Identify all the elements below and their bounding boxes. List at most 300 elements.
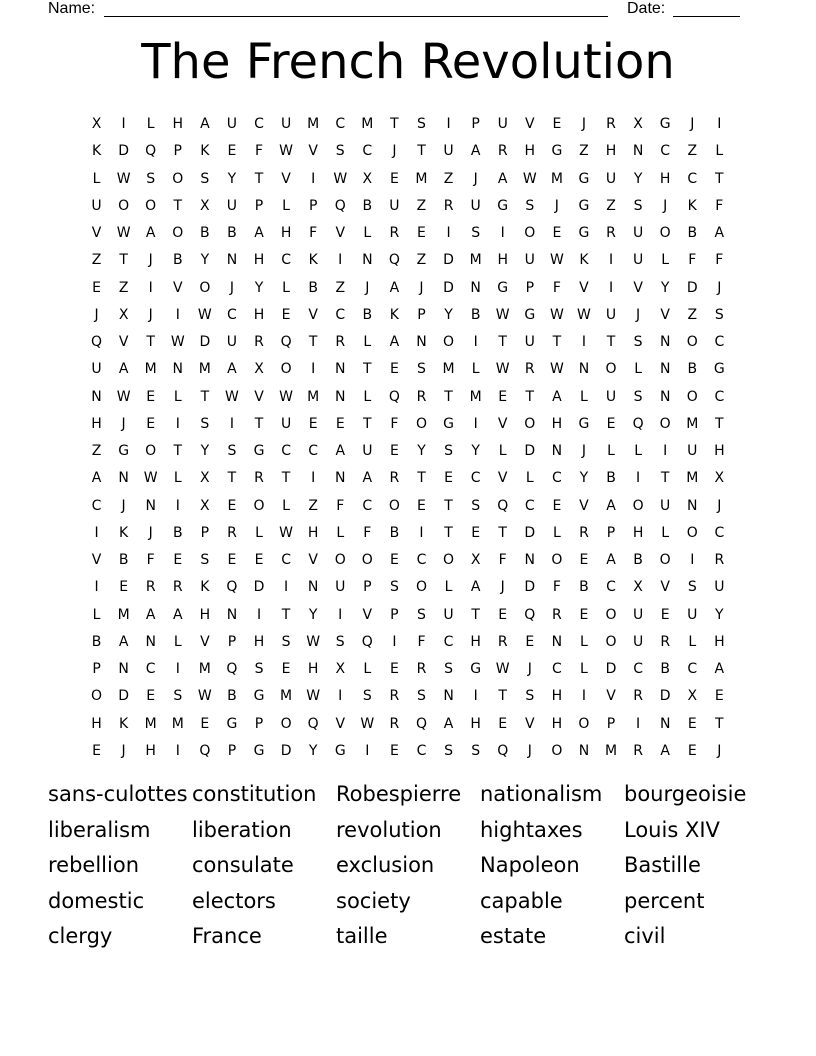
grid-letter[interactable]: B (118, 552, 129, 568)
grid-letter[interactable]: S (200, 552, 210, 568)
grid-letter[interactable]: N (443, 688, 454, 705)
grid-letter[interactable]: M (469, 252, 482, 269)
grid-letter[interactable]: S (417, 361, 426, 378)
grid-letter[interactable]: I (148, 279, 153, 296)
grid-letter[interactable]: N (335, 388, 346, 405)
grid-letter[interactable]: L (173, 388, 182, 405)
grid-letter[interactable]: I (446, 225, 451, 241)
grid-letter[interactable]: R (497, 633, 508, 650)
grid-letter[interactable]: P (363, 579, 372, 596)
grid-letter[interactable]: H (605, 143, 617, 160)
grid-letter[interactable]: T (254, 415, 264, 432)
grid-letter[interactable]: N (632, 143, 644, 160)
grid-letter[interactable]: M (415, 170, 428, 187)
grid-letter[interactable]: W (549, 361, 564, 378)
grid-letter[interactable]: H (253, 633, 265, 650)
grid-letter[interactable]: F (688, 252, 697, 269)
grid-letter[interactable]: M (686, 470, 699, 487)
grid-letter[interactable]: J (527, 661, 532, 677)
grid-letter[interactable]: E (227, 552, 237, 568)
grid-letter[interactable]: C (335, 306, 346, 323)
grid-letter[interactable]: N (551, 443, 563, 459)
grid-letter[interactable]: Z (443, 170, 454, 187)
grid-letter[interactable]: Y (417, 443, 426, 459)
grid-letter[interactable]: H (551, 688, 563, 705)
grid-letter[interactable]: I (663, 443, 668, 459)
grid-letter[interactable]: P (417, 306, 426, 323)
grid-letter[interactable]: I (581, 688, 587, 705)
grid-letter[interactable]: U (389, 197, 400, 214)
grid-letter[interactable]: W (116, 225, 131, 241)
grid-letter[interactable]: P (92, 661, 101, 677)
grid-letter[interactable]: P (200, 524, 210, 541)
grid-letter[interactable]: A (714, 661, 725, 677)
grid-letter[interactable]: A (227, 361, 237, 378)
grid-letter[interactable]: X (335, 661, 346, 677)
grid-letter[interactable]: E (417, 497, 426, 514)
grid-letter[interactable]: P (254, 715, 264, 732)
grid-letter[interactable]: E (281, 661, 291, 677)
grid-letter[interactable]: N (659, 334, 671, 350)
grid-letter[interactable]: R (172, 579, 183, 596)
grid-letter[interactable]: N (172, 361, 184, 378)
grid-letter[interactable]: C (660, 143, 671, 160)
grid-letter[interactable]: D (443, 252, 454, 269)
grid-letter[interactable]: Q (226, 579, 238, 596)
grid-letter[interactable]: J (121, 415, 126, 432)
grid-letter[interactable]: P (471, 116, 480, 132)
grid-letter[interactable]: J (229, 279, 234, 296)
grid-letter[interactable]: L (688, 633, 697, 650)
grid-letter[interactable]: V (335, 715, 346, 732)
grid-letter[interactable]: B (470, 306, 481, 323)
grid-letter[interactable]: O (524, 225, 536, 241)
grid-letter[interactable]: U (524, 334, 535, 350)
grid-letter[interactable]: J (473, 170, 478, 187)
grid-letter[interactable]: W (116, 170, 131, 187)
grid-letter[interactable]: C (254, 116, 264, 132)
grid-letter[interactable]: L (146, 116, 155, 132)
grid-letter[interactable]: D (280, 742, 292, 759)
grid-letter[interactable]: I (338, 252, 343, 269)
grid-letter[interactable]: C (470, 470, 481, 487)
grid-letter[interactable]: G (497, 279, 509, 296)
grid-letter[interactable]: S (714, 306, 724, 323)
grid-letter[interactable]: V (281, 170, 291, 187)
grid-letter[interactable]: Z (606, 197, 616, 214)
grid-letter[interactable]: N (470, 279, 481, 296)
grid-letter[interactable]: T (254, 170, 264, 187)
grid-letter[interactable]: S (335, 143, 345, 160)
grid-letter[interactable]: U (470, 197, 481, 214)
grid-letter[interactable]: C (416, 552, 427, 568)
grid-letter[interactable]: S (200, 170, 210, 187)
grid-letter[interactable]: L (525, 470, 534, 487)
grid-letter[interactable]: R (606, 116, 616, 132)
grid-letter[interactable]: C (362, 497, 373, 514)
grid-letter[interactable]: X (200, 497, 210, 514)
grid-letter[interactable]: R (579, 524, 589, 541)
grid-letter[interactable]: C (227, 306, 237, 323)
grid-letter[interactable]: Z (416, 197, 427, 214)
grid-letter[interactable]: O (145, 197, 157, 214)
grid-letter[interactable]: J (527, 742, 532, 759)
grid-letter[interactable]: R (254, 334, 264, 350)
grid-letter[interactable]: W (279, 524, 293, 541)
grid-letter[interactable]: H (632, 524, 644, 541)
grid-letter[interactable]: I (338, 688, 343, 705)
grid-letter[interactable]: V (497, 415, 508, 432)
grid-letter[interactable]: I (500, 225, 505, 241)
grid-letter[interactable]: P (308, 197, 318, 214)
grid-letter[interactable]: J (148, 306, 153, 323)
grid-letter[interactable]: N (307, 579, 319, 596)
grid-letter[interactable]: Y (471, 443, 480, 459)
grid-letter[interactable]: V (335, 225, 346, 241)
grid-letter[interactable]: X (362, 170, 373, 187)
grid-letter[interactable]: I (473, 415, 478, 432)
grid-letter[interactable]: E (579, 606, 589, 623)
grid-letter[interactable]: G (551, 143, 563, 160)
grid-letter[interactable]: A (497, 170, 508, 187)
grid-letter[interactable]: X (714, 470, 725, 487)
grid-letter[interactable]: O (415, 579, 427, 596)
grid-letter[interactable]: T (606, 334, 616, 350)
grid-letter[interactable]: E (660, 606, 670, 623)
grid-letter[interactable]: L (282, 197, 290, 214)
grid-letter[interactable]: T (227, 470, 237, 487)
grid-letter[interactable]: E (714, 688, 724, 705)
grid-letter[interactable]: O (280, 361, 292, 378)
grid-letter[interactable]: E (389, 661, 399, 677)
grid-letter[interactable]: M (686, 415, 699, 432)
grid-letter[interactable]: S (389, 579, 399, 596)
grid-letter[interactable]: B (227, 688, 237, 705)
grid-letter[interactable]: L (336, 524, 345, 541)
grid-letter[interactable]: V (308, 552, 318, 568)
grid-letter[interactable]: U (632, 606, 644, 623)
grid-letter[interactable]: E (498, 715, 508, 732)
grid-letter[interactable]: W (577, 306, 591, 323)
grid-letter[interactable]: C (606, 579, 616, 596)
grid-letter[interactable]: N (226, 252, 238, 269)
grid-letter[interactable]: Q (524, 606, 536, 623)
grid-letter[interactable]: S (525, 197, 535, 214)
grid-letter[interactable]: Q (388, 252, 400, 269)
grid-letter[interactable]: A (606, 497, 616, 514)
grid-letter[interactable]: O (172, 225, 184, 241)
grid-letter[interactable]: Y (444, 306, 453, 323)
grid-letter[interactable]: D (686, 279, 698, 296)
grid-letter[interactable]: V (172, 279, 183, 296)
grid-letter[interactable]: R (524, 361, 535, 378)
grid-letter[interactable]: O (632, 497, 644, 514)
grid-letter[interactable]: S (417, 116, 426, 132)
grid-letter[interactable]: T (471, 606, 480, 623)
grid-letter[interactable]: E (579, 552, 589, 568)
grid-letter[interactable]: O (605, 633, 617, 650)
grid-letter[interactable]: I (94, 524, 99, 541)
grid-letter[interactable]: T (417, 143, 426, 160)
grid-letter[interactable]: M (198, 661, 211, 677)
grid-letter[interactable]: X (254, 361, 264, 378)
grid-letter[interactable]: M (144, 715, 157, 732)
grid-letter[interactable]: L (444, 579, 453, 596)
grid-letter[interactable]: X (200, 197, 210, 214)
grid-letter[interactable]: H (145, 742, 156, 759)
grid-letter[interactable]: E (687, 715, 697, 732)
grid-letter[interactable]: S (471, 742, 481, 759)
grid-letter[interactable]: R (633, 742, 643, 759)
grid-letter[interactable]: R (633, 688, 643, 705)
grid-letter[interactable]: W (197, 306, 212, 323)
grid-letter[interactable]: D (118, 143, 129, 160)
grid-letter[interactable]: T (444, 524, 453, 541)
grid-letter[interactable]: I (608, 279, 614, 296)
grid-letter[interactable]: H (91, 715, 102, 732)
grid-letter[interactable]: J (636, 306, 641, 323)
grid-letter[interactable]: H (307, 661, 319, 677)
grid-letter[interactable]: I (717, 116, 722, 132)
grid-letter[interactable]: W (306, 633, 321, 650)
grid-letter[interactable]: M (604, 742, 618, 759)
grid-letter[interactable]: G (659, 116, 671, 132)
grid-letter[interactable]: K (687, 197, 697, 214)
grid-letter[interactable]: F (336, 497, 345, 514)
grid-letter[interactable]: Z (687, 143, 698, 160)
grid-letter[interactable]: N (145, 633, 156, 650)
grid-letter[interactable]: I (311, 470, 316, 487)
grid-letter[interactable]: S (227, 443, 237, 459)
grid-letter[interactable]: E (389, 742, 399, 759)
grid-letter[interactable]: A (118, 633, 129, 650)
grid-letter[interactable]: C (416, 742, 427, 759)
grid-letter[interactable]: W (279, 388, 293, 405)
grid-letter[interactable]: A (606, 552, 616, 568)
grid-letter[interactable]: E (417, 225, 426, 241)
grid-letter[interactable]: G (578, 170, 590, 187)
grid-letter[interactable]: A (470, 579, 481, 596)
grid-letter[interactable]: J (717, 497, 722, 514)
grid-letter[interactable]: W (522, 170, 537, 187)
grid-letter[interactable]: E (687, 742, 697, 759)
grid-letter[interactable]: O (199, 279, 211, 296)
grid-letter[interactable]: O (524, 415, 536, 432)
grid-letter[interactable]: U (524, 252, 535, 269)
grid-letter[interactable]: P (525, 279, 535, 296)
grid-letter[interactable]: I (636, 715, 641, 732)
grid-letter[interactable]: E (146, 415, 156, 432)
name-field-line[interactable] (104, 16, 608, 17)
grid-letter[interactable]: C (551, 661, 562, 677)
grid-letter[interactable]: S (633, 197, 643, 214)
grid-letter[interactable]: U (687, 606, 698, 623)
grid-letter[interactable]: N (687, 497, 698, 514)
grid-letter[interactable]: N (524, 552, 536, 568)
grid-letter[interactable]: B (227, 225, 237, 241)
grid-letter[interactable]: G (713, 361, 725, 378)
grid-letter[interactable]: Y (579, 470, 589, 487)
grid-letter[interactable]: G (578, 415, 590, 432)
grid-letter[interactable]: U (335, 579, 346, 596)
grid-letter[interactable]: D (199, 334, 211, 350)
grid-letter[interactable]: L (634, 443, 642, 459)
grid-letter[interactable]: E (389, 361, 399, 378)
grid-letter[interactable]: G (470, 661, 482, 677)
grid-letter[interactable]: C (362, 143, 373, 160)
grid-letter[interactable]: E (281, 306, 291, 323)
grid-letter[interactable]: M (442, 361, 455, 378)
grid-letter[interactable]: M (307, 116, 320, 132)
grid-letter[interactable]: C (145, 661, 156, 677)
grid-letter[interactable]: R (416, 388, 427, 405)
grid-letter[interactable]: L (661, 252, 670, 269)
grid-letter[interactable]: L (173, 470, 182, 487)
grid-letter[interactable]: M (144, 361, 157, 378)
grid-letter[interactable]: H (91, 415, 102, 432)
grid-letter[interactable]: G (253, 443, 265, 459)
grid-letter[interactable]: E (444, 470, 453, 487)
grid-letter[interactable]: K (91, 143, 102, 160)
grid-letter[interactable]: Q (497, 742, 509, 759)
grid-letter[interactable]: E (389, 552, 399, 568)
grid-letter[interactable]: O (118, 197, 130, 214)
grid-letter[interactable]: Z (579, 143, 589, 160)
grid-letter[interactable]: Y (633, 170, 643, 187)
grid-letter[interactable]: N (226, 606, 238, 623)
grid-letter[interactable]: I (473, 688, 478, 705)
grid-letter[interactable]: V (525, 116, 535, 132)
grid-letter[interactable]: F (417, 633, 426, 650)
grid-letter[interactable]: U (91, 197, 102, 214)
grid-letter[interactable]: A (91, 470, 102, 487)
grid-letter[interactable]: M (171, 715, 184, 732)
grid-letter[interactable]: Q (307, 715, 319, 732)
grid-letter[interactable]: S (200, 415, 210, 432)
grid-letter[interactable]: B (606, 470, 616, 487)
grid-letter[interactable]: I (365, 742, 370, 759)
grid-letter[interactable]: I (636, 470, 641, 487)
grid-letter[interactable]: R (606, 225, 616, 241)
grid-letter[interactable]: U (91, 361, 102, 378)
grid-letter[interactable]: B (389, 524, 400, 541)
grid-letter[interactable]: Q (145, 143, 157, 160)
grid-letter[interactable]: G (524, 306, 536, 323)
grid-letter[interactable]: Z (118, 279, 129, 296)
grid-letter[interactable]: E (552, 497, 562, 514)
grid-letter[interactable]: G (253, 742, 265, 759)
grid-letter[interactable]: R (497, 143, 508, 160)
grid-letter[interactable]: V (660, 579, 670, 596)
grid-letter[interactable]: B (687, 361, 698, 378)
grid-letter[interactable]: U (362, 443, 373, 459)
grid-letter[interactable]: U (605, 170, 617, 187)
grid-letter[interactable]: F (552, 279, 561, 296)
grid-letter[interactable]: V (606, 688, 616, 705)
grid-letter[interactable]: S (281, 633, 291, 650)
grid-letter[interactable]: C (633, 661, 643, 677)
grid-letter[interactable]: F (498, 552, 507, 568)
grid-letter[interactable]: N (118, 470, 129, 487)
grid-letter[interactable]: S (173, 688, 183, 705)
grid-letter[interactable]: T (417, 470, 426, 487)
grid-letter[interactable]: U (443, 143, 454, 160)
grid-letter[interactable]: F (363, 524, 372, 541)
grid-letter[interactable]: W (495, 361, 510, 378)
grid-letter[interactable]: T (498, 688, 507, 705)
grid-letter[interactable]: S (687, 579, 697, 596)
grid-letter[interactable]: N (551, 633, 563, 650)
grid-letter[interactable]: T (119, 252, 128, 269)
grid-letter[interactable]: M (307, 388, 320, 405)
grid-letter[interactable]: N (362, 252, 373, 269)
grid-letter[interactable]: R (660, 633, 671, 650)
grid-letter[interactable]: R (416, 661, 427, 677)
grid-letter[interactable]: Q (280, 334, 292, 350)
grid-letter[interactable]: O (686, 524, 698, 541)
grid-letter[interactable]: A (389, 279, 400, 296)
grid-letter[interactable]: B (660, 661, 670, 677)
grid-letter[interactable]: B (362, 197, 373, 214)
grid-letter[interactable]: G (118, 443, 130, 459)
grid-letter[interactable]: P (390, 606, 399, 623)
grid-letter[interactable]: T (390, 116, 399, 132)
grid-letter[interactable]: Y (715, 606, 724, 623)
grid-letter[interactable]: S (254, 661, 264, 677)
grid-letter[interactable]: I (256, 606, 262, 623)
grid-letter[interactable]: B (308, 279, 318, 296)
grid-letter[interactable]: J (94, 306, 99, 323)
grid-letter[interactable]: I (446, 116, 451, 132)
grid-letter[interactable]: H (714, 443, 725, 459)
grid-letter[interactable]: X (470, 552, 481, 568)
grid-letter[interactable]: J (148, 524, 153, 541)
grid-letter[interactable]: F (146, 552, 155, 568)
grid-letter[interactable]: L (92, 606, 101, 623)
grid-letter[interactable]: C (714, 334, 725, 350)
grid-letter[interactable]: W (197, 688, 212, 705)
grid-letter[interactable]: L (607, 443, 615, 459)
grid-letter[interactable]: S (633, 388, 643, 405)
grid-letter[interactable]: V (579, 279, 589, 296)
grid-letter[interactable]: O (443, 334, 455, 350)
grid-letter[interactable]: V (362, 606, 373, 623)
grid-letter[interactable]: T (715, 715, 724, 732)
grid-letter[interactable]: U (226, 334, 238, 350)
grid-letter[interactable]: L (634, 361, 642, 378)
grid-letter[interactable]: A (335, 443, 346, 459)
grid-letter[interactable]: S (444, 443, 453, 459)
grid-letter[interactable]: U (632, 633, 644, 650)
grid-letter[interactable]: I (175, 497, 180, 514)
grid-letter[interactable]: O (659, 225, 671, 241)
grid-letter[interactable]: L (471, 361, 480, 378)
grid-letter[interactable]: L (498, 443, 507, 459)
grid-letter[interactable]: D (524, 579, 536, 596)
grid-letter[interactable]: B (633, 552, 643, 568)
grid-letter[interactable]: E (200, 715, 210, 732)
grid-letter[interactable]: H (470, 633, 481, 650)
grid-letter[interactable]: A (714, 225, 725, 241)
grid-letter[interactable]: J (663, 197, 668, 214)
grid-letter[interactable]: E (92, 742, 101, 759)
grid-letter[interactable]: T (363, 415, 372, 432)
grid-letter[interactable]: I (473, 334, 478, 350)
grid-letter[interactable]: J (690, 116, 695, 132)
grid-letter[interactable]: W (549, 306, 564, 323)
grid-letter[interactable]: D (253, 579, 265, 596)
grid-letter[interactable]: V (579, 497, 589, 514)
